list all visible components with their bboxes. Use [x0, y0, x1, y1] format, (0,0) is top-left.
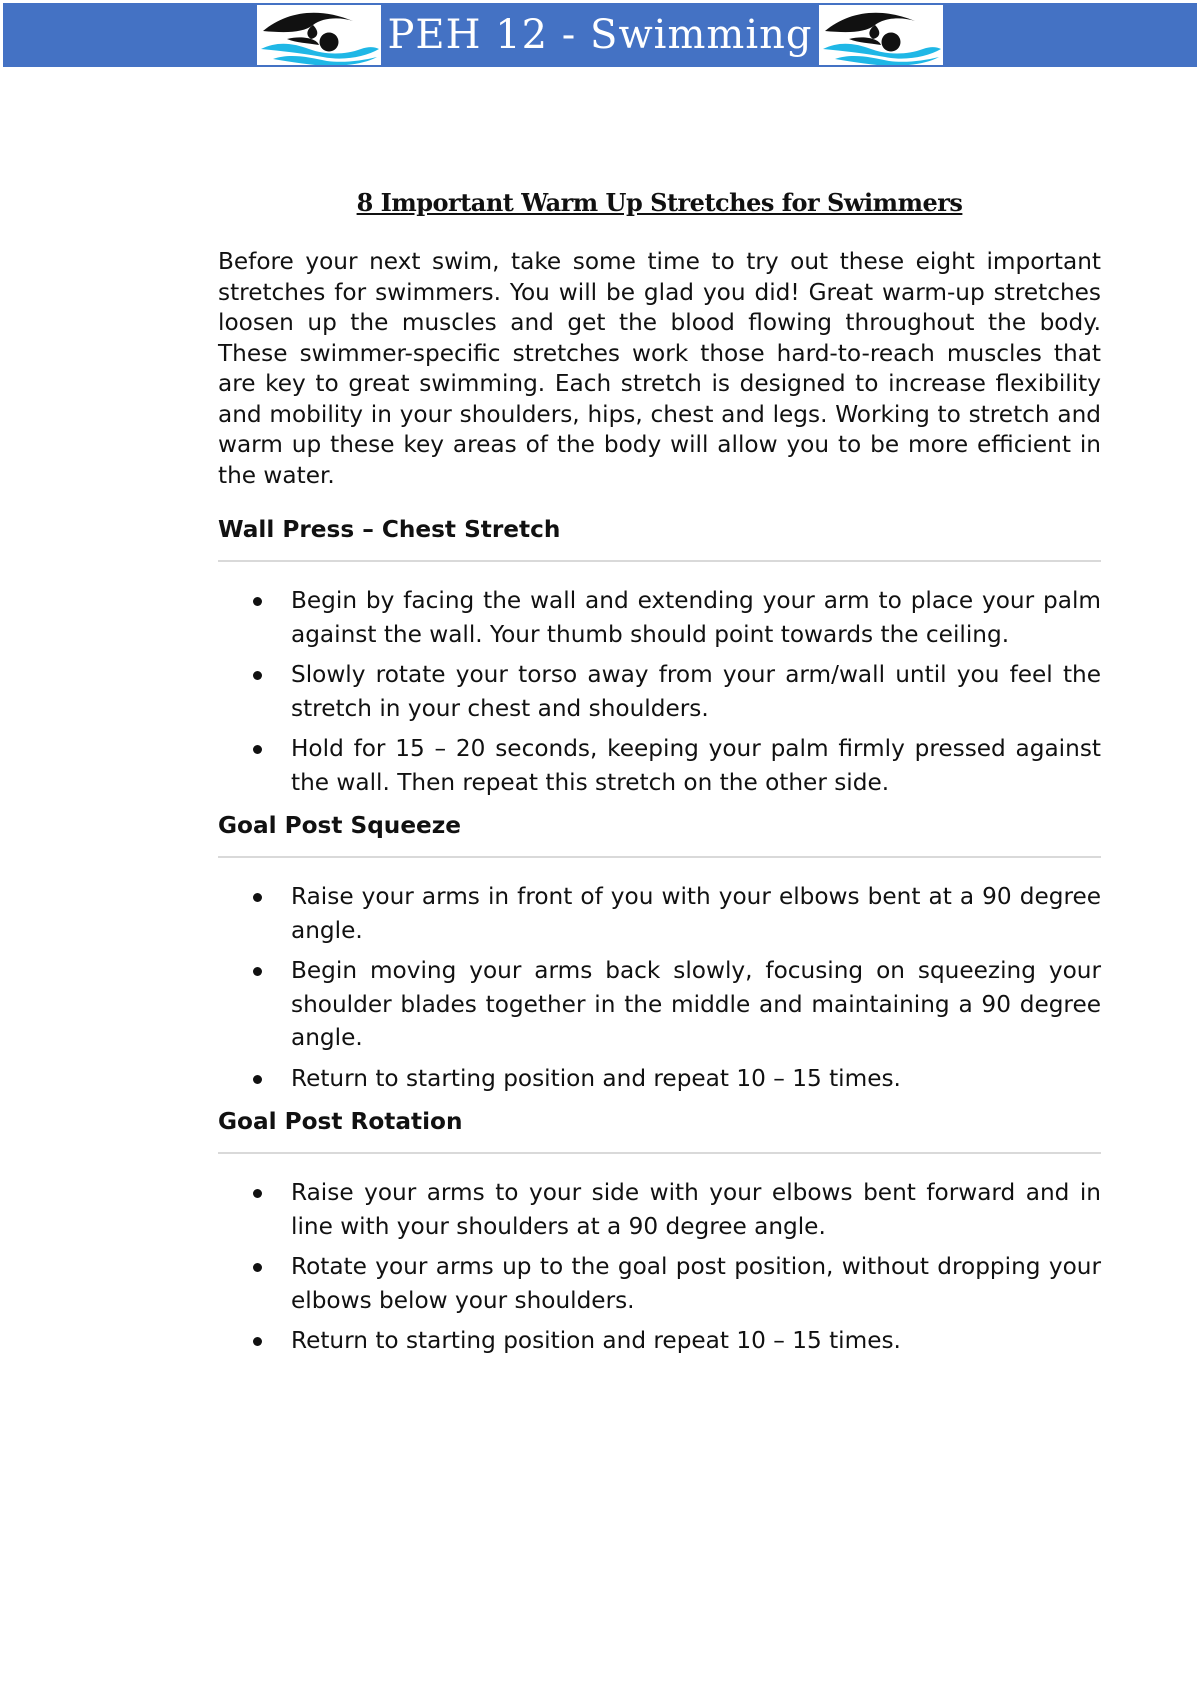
list-item	[218, 954, 1101, 1055]
intro-paragraph: Before your next swim, take some time to try out these eight important stretches for swimmers. You will be glad you did! Great warm-up stretches loosen up the muscles and get the blood flowing throughout the body. These swimmer-specific stretches work those hard-to-reach muscles that are key to great swimming. Each stretch is designed to increase flexibility and mobility in your shoulders, hips, chest and legs. Working to stretch and warm up these key areas of the body will allow you to be more efficient in the water.	[218, 248, 1101, 489]
section-heading: Goal Post Squeeze	[218, 811, 1101, 858]
bullet-list	[218, 880, 1101, 1095]
list-item-text: Raise your arms to your side with your elbows bent forward and in line with your shoulders at a 90 degree angle.	[291, 1179, 1101, 1240]
swimmer-icon	[257, 5, 381, 65]
list-item	[218, 732, 1101, 799]
bullet-icon	[253, 1337, 262, 1346]
list-item-text: Begin by facing the wall and extending your arm to place your palm against the wall. Your thumb should point towards the ceiling.	[291, 587, 1101, 648]
section-wall-press	[218, 515, 1101, 799]
list-item-text: Begin moving your arms back slowly, focusing on squeezing your shoulder blades together in the middle and maintaining a 90 degree angle.	[291, 957, 1101, 1051]
bullet-list	[218, 1176, 1101, 1358]
header-band	[3, 3, 1197, 67]
bullet-icon	[253, 1263, 262, 1272]
list-item-text: Return to starting position and repeat 10 – 15 times.	[291, 1327, 901, 1354]
list-item	[218, 880, 1101, 947]
bullet-icon	[253, 671, 262, 680]
bullet-list	[218, 584, 1101, 799]
bullet-icon	[253, 1189, 262, 1198]
bullet-icon	[253, 1075, 262, 1084]
list-item	[218, 1062, 1101, 1096]
list-item-text: Hold for 15 – 20 seconds, keeping your palm firmly pressed against the wall. Then repeat this stretch on the other side.	[291, 735, 1101, 796]
list-item-text: Rotate your arms up to the goal post position, without dropping your elbows below your shoulders.	[291, 1253, 1101, 1314]
list-item	[218, 584, 1101, 651]
list-item-text: Slowly rotate your torso away from your arm/wall until you feel the stretch in your chest and shoulders.	[291, 661, 1101, 722]
section-goal-post-squeeze	[218, 811, 1101, 1095]
list-item	[218, 658, 1101, 725]
list-item-text: Return to starting position and repeat 10 – 15 times.	[291, 1064, 901, 1092]
document-title: 8 Important Warm Up Stretches for Swimmers	[356, 188, 963, 217]
document-body	[218, 188, 1101, 1370]
bullet-icon	[253, 597, 262, 606]
section-heading: Wall Press – Chest Stretch	[218, 515, 1101, 562]
list-item-text: Raise your arms in front of you with your elbows bent at a 90 degree angle.	[291, 883, 1101, 944]
bullet-icon	[253, 967, 262, 976]
list-item	[218, 1250, 1101, 1317]
list-item	[218, 1324, 1101, 1358]
section-heading: Goal Post Rotation	[218, 1107, 1101, 1154]
bullet-icon	[253, 893, 262, 902]
section-goal-post-rotation	[218, 1107, 1101, 1358]
bullet-icon	[253, 745, 262, 754]
list-item	[218, 1176, 1101, 1243]
swimmer-icon	[819, 5, 943, 65]
header-title: PEH 12 - Swimming	[387, 12, 813, 58]
